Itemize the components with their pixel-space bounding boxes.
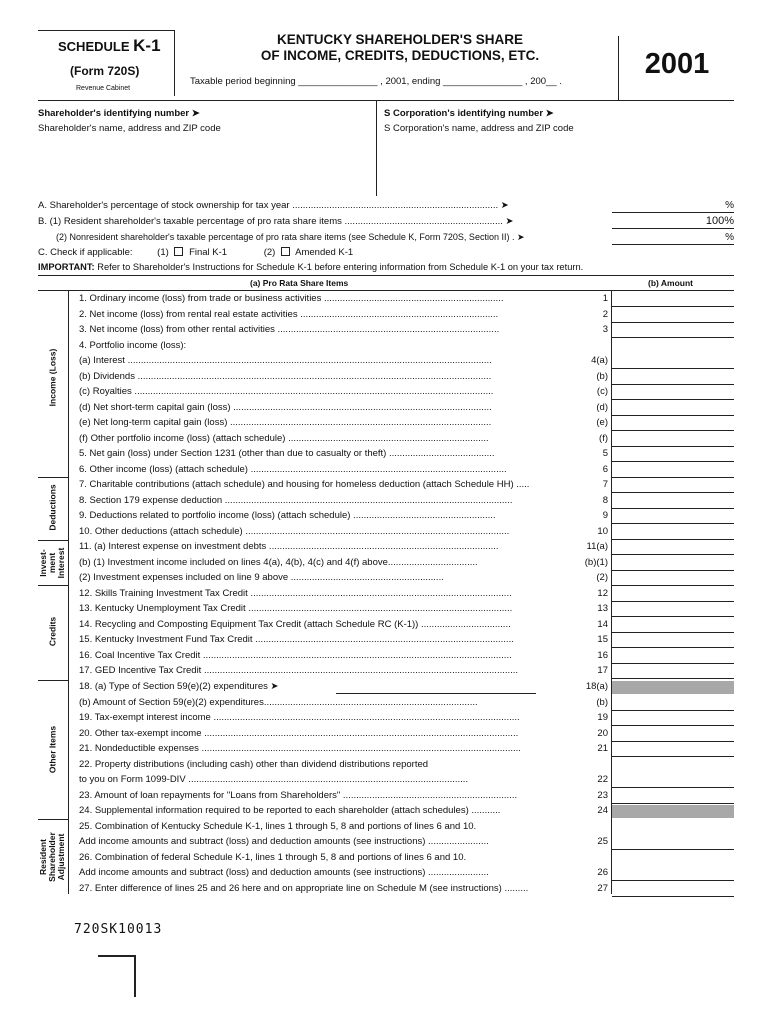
line-number: 24: [597, 805, 608, 816]
amount-field[interactable]: [612, 492, 734, 493]
line-text: 16. Coal Incentive Tax Credit .....................................................................................................................: [79, 650, 512, 661]
line-number: (c): [596, 386, 608, 397]
line-text: 20. Other tax-exempt income .......................................................................................................................: [79, 728, 519, 739]
resident-word-3: Adjustment: [56, 833, 66, 881]
amount-field[interactable]: [612, 539, 734, 540]
amended-k1-checkbox[interactable]: [281, 247, 290, 256]
amount-field[interactable]: [612, 384, 734, 385]
line-text: 6. Other income (loss) (attach schedule) .................................................................................................: [79, 464, 507, 475]
line-text: (2) Investment expenses included on line 9 above ..........................................................: [79, 572, 444, 583]
line-number: 14: [597, 619, 608, 630]
taxable-period-field[interactable]: Taxable period beginning _______________ , 2001, ending _______________ , 200__ .: [190, 76, 562, 87]
line-text: (f) Other portfolio income (loss) (attach schedule) ............................................................................: [79, 433, 489, 444]
line-number: 2: [602, 309, 608, 320]
amount-field[interactable]: [612, 647, 734, 648]
final-k1-checkbox[interactable]: [174, 247, 183, 256]
amount-field[interactable]: [612, 725, 734, 726]
corporation-name-field[interactable]: S Corporation's name, address and ZIP code: [384, 123, 574, 134]
line-text: 25. Combination of Kentucky Schedule K-1, lines 1 through 5, 8 and portions of lines 6 and 10.: [79, 821, 477, 832]
shareholder-id-field[interactable]: Shareholder's identifying number ➤: [38, 108, 200, 119]
line-text: (a) Interest ..........................................................................................................................................: [79, 355, 492, 366]
amount-field[interactable]: [612, 399, 734, 400]
question-a: A. Shareholder's percentage of stock ownership for tax year .............................................................................. ➤: [38, 200, 509, 211]
line-number: 22: [597, 774, 608, 785]
line-text: Add income amounts and subtract (loss) and deduction amounts (see instructions) .......................: [79, 836, 489, 847]
final-k1-label: Final K-1: [189, 247, 228, 258]
amount-field[interactable]: [612, 616, 734, 617]
line-text: 17. GED Incentive Tax Credit .......................................................................................................................: [79, 665, 519, 676]
line-text: 21. Nondeductible expenses .........................................................................................................................: [79, 743, 521, 754]
line-number: 16: [597, 650, 608, 661]
amount-field[interactable]: [612, 896, 734, 897]
line-number: (e): [596, 417, 608, 428]
line-number: (f): [599, 433, 608, 444]
amount-field[interactable]: [612, 508, 734, 509]
line-text: (b) Amount of Section 59(e)(2) expenditures.................................................................................: [79, 697, 478, 708]
title-line-2: OF INCOME, CREDITS, DEDUCTIONS, ETC.: [260, 48, 540, 63]
resident-word-2: Shareholder: [47, 832, 57, 882]
shaded-amount-cell: [612, 681, 734, 694]
line-number: 11(a): [586, 541, 608, 552]
amount-field[interactable]: [612, 446, 734, 447]
line-text: 10. Other deductions (attach schedule) ....................................................................................................: [79, 526, 510, 537]
line-text: (b) Dividends ......................................................................................................................................: [79, 371, 492, 382]
line-number: 4(a): [591, 355, 608, 366]
agency-name: Revenue Cabinet: [76, 85, 131, 92]
amount-field[interactable]: [612, 678, 734, 679]
line-number: 13: [597, 603, 608, 614]
option-final-number: (1): [157, 247, 169, 258]
line-text: (c) Royalties ........................................................................................................................................: [79, 386, 494, 397]
line-number: 9: [602, 510, 608, 521]
section-other-items: Other Items: [47, 725, 58, 774]
amended-k1-label: Amended K-1: [295, 247, 354, 258]
amount-field[interactable]: [612, 554, 734, 555]
line-text: 11. (a) Interest expense on investment debts .......................................................................................: [79, 541, 499, 552]
line-text: 13. Kentucky Unemployment Tax Credit ....................................................................................................: [79, 603, 513, 614]
line-text: 8. Section 179 expense deduction .............................................................................................................: [79, 495, 513, 506]
schedule-id: K-1: [133, 36, 161, 55]
line-text: 24. Supplemental information required to be reported to each shareholder (attach schedules) ...........: [79, 805, 501, 816]
line-number: (2): [596, 572, 608, 583]
amount-field[interactable]: [612, 632, 734, 633]
line-text: 19. Tax-exempt interest income ....................................................................................................................: [79, 712, 520, 723]
line-number: (b): [596, 371, 608, 382]
line-text: 3. Net income (loss) from other rental activities ....................................................................................: [79, 324, 500, 335]
line-number: 21: [597, 743, 608, 754]
line-text: to you on Form 1099-DIV ..........................................................................................................: [79, 774, 469, 785]
amount-field[interactable]: [612, 803, 734, 804]
line-text: 14. Recycling and Composting Equipment Tax Credit (attach Schedule RC (K-1)) ..................................: [79, 619, 511, 630]
schedule-word: SCHEDULE: [58, 39, 130, 54]
corporation-id-field[interactable]: S Corporation's identifying number ➤: [384, 108, 554, 119]
question-b2: (2) Nonresident shareholder's taxable percentage of pro rata share items (see Schedule K, Form 720S, Section II) . ➤: [56, 232, 525, 242]
important-note: [38, 262, 738, 272]
line-text: 12. Skills Training Investment Tax Credit ...................................................................................................: [79, 588, 512, 599]
line-number: (b)(1): [584, 557, 608, 568]
line-text: 9. Deductions related to portfolio income (loss) (attach schedule) ......................................................: [79, 510, 496, 521]
line-text: 22. Property distributions (including cash) other than dividend distributions reported: [79, 759, 429, 770]
section-investment-interest: [39, 538, 67, 588]
amount-field[interactable]: [612, 741, 734, 742]
line-text: 27. Enter difference of lines 25 and 26 here and on appropriate line on Schedule M (see instructions) .........: [79, 883, 529, 894]
question-c: [38, 247, 353, 258]
line-number: 26: [597, 867, 608, 878]
line-text: 5. Net gain (loss) under Section 1231 (other than due to casualty or theft) ........................................: [79, 448, 495, 459]
resident-word-1: Resident: [38, 839, 48, 875]
amount-field[interactable]: [612, 849, 734, 850]
title-line-1: KENTUCKY SHAREHOLDER'S SHARE: [277, 32, 523, 47]
line-text: (e) Net long-term capital gain (loss) ...................................................................................................: [79, 417, 492, 428]
amount-field[interactable]: [612, 756, 734, 757]
line-number: 20: [597, 728, 608, 739]
line-text: 18. (a) Type of Section 59(e)(2) expenditures ➤: [79, 681, 279, 692]
line-number: 15: [597, 634, 608, 645]
section-income: Income (Loss): [47, 348, 58, 407]
line-number: 12: [597, 588, 608, 599]
line-text: 23. Amount of loan repayments for "Loans from Shareholders" ..................................................................: [79, 790, 518, 801]
option-amended-number: (2): [263, 247, 276, 258]
amount-field[interactable]: [612, 570, 734, 571]
amount-field[interactable]: [612, 880, 734, 881]
question-b1: B. (1) Resident shareholder's taxable percentage of pro rata share items ............................................................ ➤: [38, 216, 514, 227]
line-number: 19: [597, 712, 608, 723]
tax-year: 2001: [644, 48, 710, 80]
amount-field[interactable]: [612, 787, 734, 788]
amount-field[interactable]: [612, 601, 734, 602]
form-code: 720SK10013: [74, 922, 163, 937]
column-header-amount: (b) Amount: [648, 278, 694, 288]
line-number: (b): [596, 697, 608, 708]
amount-field[interactable]: [612, 710, 734, 711]
line-number: 18(a): [585, 681, 608, 692]
line-number: 25: [597, 836, 608, 847]
ownership-percent[interactable]: %: [725, 200, 734, 211]
line-number: 7: [602, 479, 608, 490]
line-number: 3: [602, 324, 608, 335]
line-number: 10: [597, 526, 608, 537]
nonresident-percent[interactable]: %: [725, 232, 734, 243]
line-text: 1. Ordinary income (loss) from trade or business activities ....................................................................: [79, 293, 504, 304]
amount-field[interactable]: [612, 337, 734, 338]
line-text: (d) Net short-term capital gain (loss) ..................................................................................................: [79, 402, 492, 413]
line-number: 1: [602, 293, 608, 304]
form-number: (Form 720S): [70, 64, 140, 78]
invest-word-1: Invest-: [38, 549, 48, 577]
line-text: 7. Charitable contributions (attach schedule) and housing for homeless deduction (attach Schedule HH) .....: [79, 479, 530, 490]
question-c-label: C. Check if applicable:: [38, 247, 133, 258]
section-resident-adjustment: [39, 827, 67, 887]
line-text: 2. Net income (loss) from rental real estate activities ...........................................................................: [79, 309, 499, 320]
line-number: 23: [597, 790, 608, 801]
shareholder-name-field[interactable]: Shareholder's name, address and ZIP code: [38, 123, 221, 134]
line-text: 4. Portfolio income (loss):: [79, 340, 187, 351]
resident-percent[interactable]: 100%: [705, 215, 734, 227]
line-text: 15. Kentucky Investment Fund Tax Credit ..................................................................................................: [79, 634, 514, 645]
page-title: [180, 32, 620, 64]
amount-field[interactable]: [612, 430, 734, 431]
amount-field[interactable]: [612, 663, 734, 664]
schedule-label: [58, 36, 161, 56]
amount-field[interactable]: [612, 477, 734, 478]
amount-field[interactable]: [612, 585, 734, 586]
line-text: Add income amounts and subtract (loss) and deduction amounts (see instructions) .......................: [79, 867, 489, 878]
expenditure-type-field[interactable]: [336, 693, 536, 694]
section-deductions: Deductions: [47, 484, 58, 531]
amount-field[interactable]: [612, 306, 734, 307]
line-number: 27: [597, 883, 608, 894]
amount-field[interactable]: [612, 368, 734, 369]
amount-field[interactable]: [612, 461, 734, 462]
amount-field[interactable]: [612, 322, 734, 323]
line-number: 8: [602, 495, 608, 506]
line-number: 17: [597, 665, 608, 676]
important-text: Refer to Shareholder's Instructions for Schedule K-1 before entering information from Schedule K-1 on your tax return.: [94, 262, 584, 272]
section-credits: Credits: [47, 616, 58, 647]
amount-column-divider: [611, 290, 612, 894]
important-label: IMPORTANT:: [38, 262, 95, 272]
shaded-amount-cell: [612, 805, 734, 818]
amount-field[interactable]: [612, 415, 734, 416]
line-text: 26. Combination of federal Schedule K-1, lines 1 through 5, 8 and portions of lines 6 and 10.: [79, 852, 467, 863]
line-text: (b) (1) Investment income included on lines 4(a), 4(b), 4(c) and 4(f) above..................................: [79, 557, 478, 568]
amount-field[interactable]: [612, 523, 734, 524]
line-number: 5: [602, 448, 608, 459]
column-header-items: (a) Pro Rata Share Items: [250, 278, 349, 288]
invest-word-3: Interest: [56, 547, 66, 579]
invest-word-2: ment: [47, 552, 57, 574]
line-number: (d): [596, 402, 608, 413]
line-number: 6: [602, 464, 608, 475]
